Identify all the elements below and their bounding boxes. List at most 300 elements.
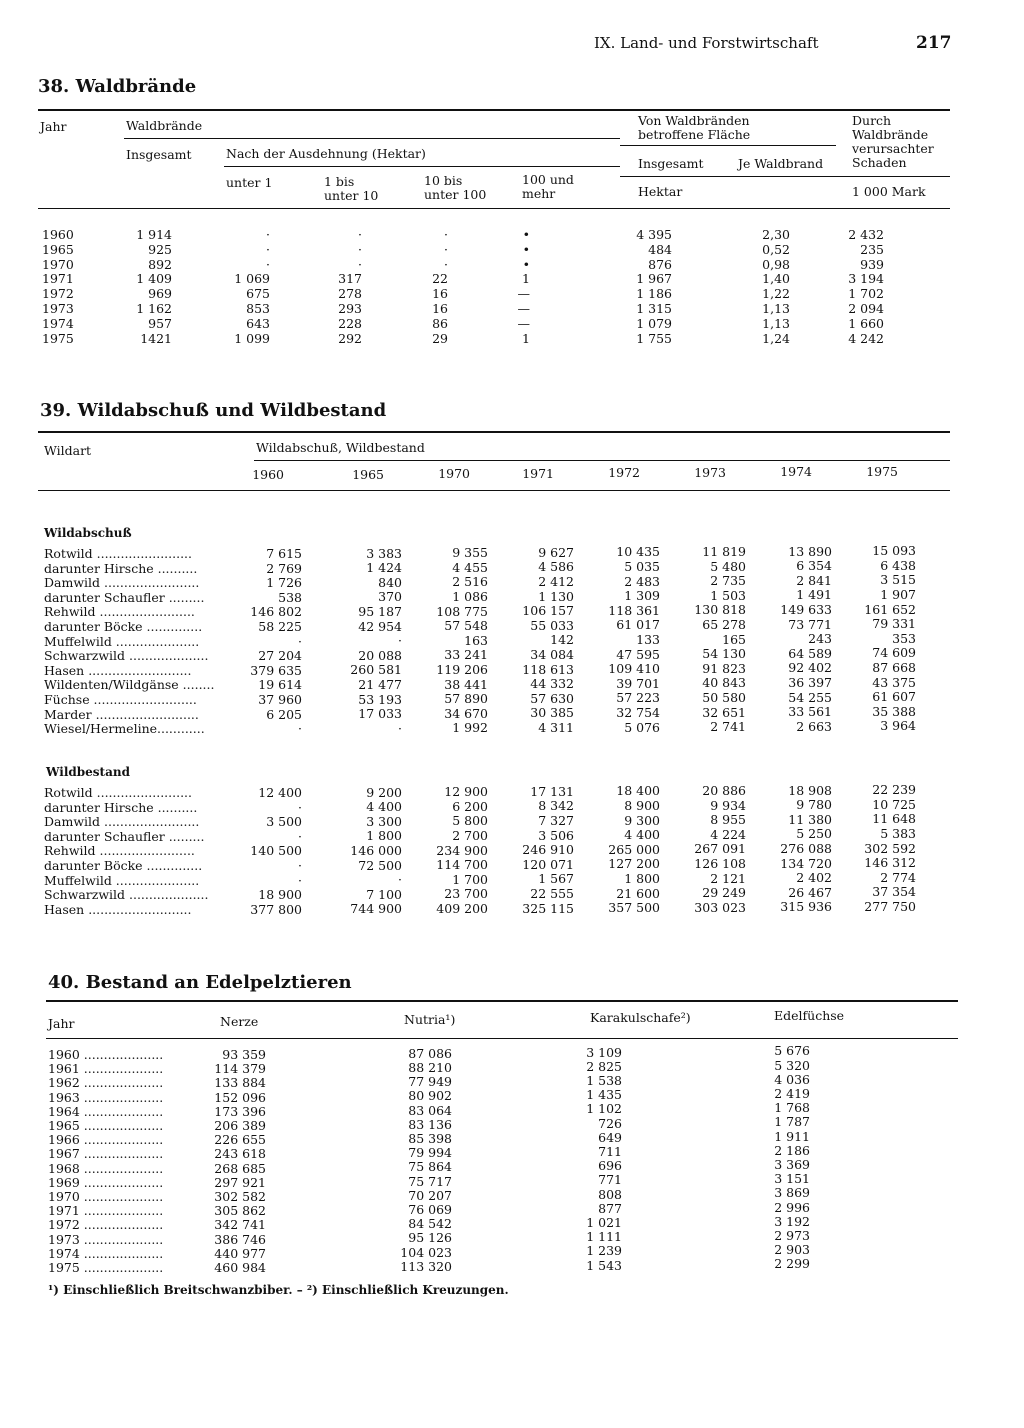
table-cell: 260 581 xyxy=(350,662,402,678)
table-cell: 3 383 xyxy=(366,545,402,561)
table-cell: 292 xyxy=(338,330,362,346)
table-cell: 4 395 xyxy=(636,227,672,242)
table-cell: 33 241 xyxy=(444,647,488,663)
row-label: Rotwild ........................ xyxy=(44,785,192,800)
table-cell: 6 200 xyxy=(452,798,488,814)
row-label: darunter Schaufler ......... xyxy=(44,828,205,844)
table-cell: 3 506 xyxy=(538,827,574,843)
table-cell: 1 186 xyxy=(636,286,672,302)
table-cell: 119 206 xyxy=(436,662,488,677)
table-cell: 370 xyxy=(378,589,402,605)
col-waldbraende: Waldbrände xyxy=(126,118,203,133)
table-cell: 22 xyxy=(432,271,448,287)
table-cell: 12 400 xyxy=(258,785,302,800)
table-cell: 276 088 xyxy=(780,841,832,856)
table-cell: 5 800 xyxy=(452,813,488,829)
table-cell: 1 911 xyxy=(774,1128,810,1144)
table-cell: 235 xyxy=(860,241,884,257)
table-cell: 1 xyxy=(522,271,530,287)
table-cell: 8 955 xyxy=(710,812,746,828)
rule xyxy=(46,1000,958,1002)
table-cell: 72 500 xyxy=(358,857,402,873)
table-cell: 1 914 xyxy=(136,227,172,242)
table-cell: 1 086 xyxy=(452,589,488,604)
row-year: 1971 .................... xyxy=(48,1203,164,1219)
row-year: 1963 .................... xyxy=(48,1089,164,1105)
table-cell: 75 717 xyxy=(408,1173,452,1189)
row-label: Wildenten/Wildgänse ........ xyxy=(44,677,215,693)
table-cell: 17 131 xyxy=(530,783,574,799)
row-label: Rehwild ........................ xyxy=(44,604,195,620)
col-year: 1970 xyxy=(438,466,470,481)
table-cell: 278 xyxy=(338,286,362,302)
table-cell: 9 355 xyxy=(452,545,488,561)
table-cell: 18 908 xyxy=(788,782,832,798)
table-cell: 5 320 xyxy=(774,1057,810,1073)
col-fl-je: Je Waldbrand xyxy=(738,156,824,171)
table-cell: 22 239 xyxy=(872,782,916,798)
table-cell: 1 435 xyxy=(586,1087,622,1103)
table-cell: 1 069 xyxy=(234,271,270,287)
table-cell: 5 676 xyxy=(774,1043,810,1059)
row-year: 1965 xyxy=(42,241,74,257)
table-cell: 75 864 xyxy=(408,1159,452,1175)
table-cell: 95 126 xyxy=(408,1230,452,1246)
table-cell: · xyxy=(266,241,270,257)
table-cell: 57 223 xyxy=(616,690,660,706)
table-cell: · xyxy=(298,721,302,737)
table-cell: 2 516 xyxy=(452,574,488,590)
col-fl-insgesamt: Insgesamt xyxy=(638,156,704,171)
table-cell: 142 xyxy=(550,632,574,648)
col-schaden: Durch xyxy=(852,113,892,128)
table-cell: 37 960 xyxy=(258,692,302,707)
table-cell: 3 869 xyxy=(774,1185,810,1201)
table-cell: 19 614 xyxy=(258,677,302,693)
table-cell: 2 186 xyxy=(774,1142,810,1158)
table-cell: 173 396 xyxy=(214,1103,266,1119)
table-cell: 70 207 xyxy=(408,1187,452,1203)
table-cell: 305 862 xyxy=(214,1203,266,1219)
row-label: darunter Hirsche .......... xyxy=(44,560,198,576)
row-label: Hasen .......................... xyxy=(44,662,192,678)
table-cell: 21 477 xyxy=(358,677,402,692)
col-ausdehnung: Nach der Ausdehnung (Hektar) xyxy=(226,146,426,161)
rule xyxy=(38,109,950,111)
col-100und: 100 und xyxy=(522,172,574,187)
table-cell: · xyxy=(358,241,362,257)
table-cell: · xyxy=(398,720,402,736)
table-cell: 126 108 xyxy=(694,856,746,871)
table-cell: 2 412 xyxy=(538,574,574,589)
rule xyxy=(254,460,950,461)
table-cell: 876 xyxy=(648,256,672,272)
table-cell: 4 400 xyxy=(624,827,660,843)
page-number: 217 xyxy=(916,33,952,53)
table-cell: 2 299 xyxy=(774,1256,810,1272)
table-cell: 84 542 xyxy=(408,1216,452,1232)
table-cell: 92 402 xyxy=(788,660,832,676)
table-cell: 47 595 xyxy=(616,646,660,662)
table-cell: 2 700 xyxy=(452,828,488,843)
table-cell: 9 300 xyxy=(624,812,660,828)
table-cell: 1 315 xyxy=(636,301,672,316)
table-cell: 74 609 xyxy=(872,645,916,661)
table-cell: 840 xyxy=(378,574,402,590)
table-cell: 1,22 xyxy=(762,286,790,302)
table-cell: 1 700 xyxy=(452,871,488,887)
table-cell: 1 309 xyxy=(624,588,660,604)
table-cell: 2 121 xyxy=(710,870,746,886)
table-cell: 146 802 xyxy=(250,604,302,620)
col-flaeche: Von Waldbränden xyxy=(638,113,750,128)
table-cell: 54 255 xyxy=(788,689,832,705)
table-cell: 11 380 xyxy=(788,811,832,827)
table-cell: 957 xyxy=(148,315,172,331)
row-year: 1972 xyxy=(42,286,74,302)
table-cell: 4 242 xyxy=(848,330,884,346)
table-cell: 771 xyxy=(598,1172,622,1188)
row-year: 1971 xyxy=(42,271,74,287)
table-cell: 106 157 xyxy=(522,603,574,619)
col-unter10: unter 10 xyxy=(324,188,379,203)
row-label: Rotwild ........................ xyxy=(44,546,192,561)
table-cell: 5 035 xyxy=(624,559,660,574)
table-cell: 4 455 xyxy=(452,559,488,575)
col-jahr-40: Jahr xyxy=(48,1016,75,1031)
table-cell: 9 934 xyxy=(710,797,746,813)
table-cell: 6 354 xyxy=(796,558,832,574)
row-year: 1964 .................... xyxy=(48,1103,164,1119)
table-cell: 55 033 xyxy=(530,617,574,633)
table-cell: 1,13 xyxy=(762,315,790,331)
table-cell: 32 651 xyxy=(702,704,746,720)
table-cell: 61 017 xyxy=(616,617,660,633)
row-year: 1967 .................... xyxy=(48,1146,164,1162)
table-cell: 2 903 xyxy=(774,1242,810,1258)
table-cell: 892 xyxy=(148,256,172,272)
row-year: 1965 .................... xyxy=(48,1118,164,1133)
section-header: IX. Land- und Forstwirtschaft xyxy=(594,34,819,52)
row-year: 1970 xyxy=(42,256,74,272)
table-cell: 146 312 xyxy=(864,855,916,871)
table-cell: 11 819 xyxy=(702,544,746,559)
table-cell: 1,13 xyxy=(762,301,790,316)
row-year: 1974 xyxy=(42,315,74,331)
table-cell: 2 841 xyxy=(796,572,832,588)
rule xyxy=(38,490,950,491)
table-cell: 27 204 xyxy=(258,648,302,664)
table-cell: 35 388 xyxy=(872,703,916,719)
table-cell: 3 151 xyxy=(774,1171,810,1187)
table-cell: · xyxy=(266,227,270,242)
table-cell: 161 652 xyxy=(864,601,916,617)
table-cell: 1 409 xyxy=(136,271,172,287)
col-mehr: mehr xyxy=(522,186,556,201)
table-cell: 1 079 xyxy=(636,315,672,331)
table-cell: 127 200 xyxy=(608,856,660,872)
table-cell: 21 600 xyxy=(616,885,660,901)
table-cell: 643 xyxy=(246,315,270,331)
table-cell: 1 503 xyxy=(710,587,746,603)
table-cell: 79 994 xyxy=(408,1145,452,1161)
table-cell: 152 096 xyxy=(214,1089,266,1105)
table-cell: 76 069 xyxy=(408,1202,452,1217)
table-cell: 95 187 xyxy=(358,604,402,619)
col-year: 1974 xyxy=(780,464,812,479)
table-cell: 1421 xyxy=(140,330,172,346)
table-cell: · xyxy=(298,633,302,649)
table-cell: 1 130 xyxy=(538,588,574,604)
table-cell: 2 825 xyxy=(586,1058,622,1074)
table-cell: 7 327 xyxy=(538,813,574,828)
table-cell: 9 200 xyxy=(366,784,402,800)
table-cell: 1 768 xyxy=(774,1100,810,1116)
table-cell: 4 036 xyxy=(774,1071,810,1087)
rule xyxy=(620,145,836,146)
table-cell: 13 890 xyxy=(788,543,832,559)
row-label: darunter Hirsche .......... xyxy=(44,799,198,815)
row-year: 1973 .................... xyxy=(48,1231,164,1247)
row-year: 1960 xyxy=(42,227,74,242)
table-cell: 386 746 xyxy=(214,1231,266,1247)
table-cell: 83 136 xyxy=(408,1116,452,1132)
col-year: 1971 xyxy=(522,465,554,481)
table-cell: 2 432 xyxy=(848,227,884,242)
col-year: 1960 xyxy=(252,467,284,482)
table-cell: 38 441 xyxy=(444,676,488,692)
table-cell: 226 655 xyxy=(214,1132,266,1148)
table-cell: 2 094 xyxy=(848,301,884,316)
table-cell: 357 500 xyxy=(608,900,660,916)
table-cell: 1 702 xyxy=(848,286,884,302)
row-year: 1969 .................... xyxy=(48,1174,164,1190)
table-cell: 130 818 xyxy=(694,602,746,618)
table-cell: 1 111 xyxy=(586,1229,622,1245)
table-cell: 2 996 xyxy=(774,1199,810,1215)
table-cell: 1 424 xyxy=(366,560,402,576)
col-schaden-2: Waldbrände xyxy=(852,127,929,142)
table-cell: 1 967 xyxy=(636,271,672,287)
table-cell: 40 843 xyxy=(702,675,746,691)
col-year: 1972 xyxy=(608,465,640,480)
table-cell: 86 xyxy=(432,315,448,331)
table-cell: · xyxy=(266,256,270,272)
table-cell: 3 300 xyxy=(366,813,402,829)
table-cell: 88 210 xyxy=(408,1060,452,1075)
table-cell: 3 109 xyxy=(586,1044,622,1060)
table-cell: 118 361 xyxy=(608,602,660,618)
rule xyxy=(124,138,620,139)
table-cell: 6 205 xyxy=(266,706,302,722)
col-wild-group: Wildabschuß, Wildbestand xyxy=(256,440,425,455)
table-cell: 484 xyxy=(648,241,672,257)
table-cell: 1 800 xyxy=(366,828,402,844)
table-cell: — xyxy=(517,286,530,302)
table-cell: 246 910 xyxy=(522,842,574,858)
table-cell: 85 398 xyxy=(408,1131,452,1146)
table-cell: 744 900 xyxy=(350,901,402,917)
table-cell: 18 400 xyxy=(616,783,660,799)
table-39-title: 39. Wildabschuß und Wildbestand xyxy=(40,400,387,421)
table-cell: 317 xyxy=(338,271,362,287)
table-cell: 118 613 xyxy=(522,661,574,677)
row-label: Wiesel/Hermeline............ xyxy=(44,721,205,737)
table-cell: 5 480 xyxy=(710,558,746,574)
table-cell: 2 774 xyxy=(880,869,916,885)
table-cell: 23 700 xyxy=(444,886,488,902)
table-cell: 20 088 xyxy=(358,647,402,663)
table-cell: 7 615 xyxy=(266,546,302,561)
table-cell: 303 023 xyxy=(694,899,746,915)
table-38-title: 38. Waldbrände xyxy=(38,76,197,97)
table-cell: 5 076 xyxy=(624,719,660,735)
table-cell: · xyxy=(358,227,362,242)
table-cell: 302 592 xyxy=(864,840,916,856)
table-cell: 61 607 xyxy=(872,689,916,705)
col-karakul: Karakulschafe²) xyxy=(590,1010,691,1025)
table-cell: 377 800 xyxy=(250,901,302,917)
table-cell: 726 xyxy=(598,1115,622,1131)
table-cell: 1 491 xyxy=(796,587,832,603)
table-cell: 29 249 xyxy=(702,885,746,901)
table-cell: 206 389 xyxy=(214,1118,266,1133)
table-cell: 39 701 xyxy=(616,675,660,691)
table-cell: 7 100 xyxy=(366,886,402,902)
col-nerze: Nerze xyxy=(220,1014,259,1029)
table-cell: 243 xyxy=(808,631,832,647)
row-label: Muffelwild ..................... xyxy=(44,872,200,888)
footnote: ¹) Einschließlich Breitschwanzbiber. – ²) Einschließlich Kreuzungen. xyxy=(48,1283,509,1297)
table-cell: 0,52 xyxy=(762,241,790,257)
row-label: Damwild ........................ xyxy=(44,575,200,591)
table-cell: 42 954 xyxy=(358,618,402,634)
table-cell: 10 435 xyxy=(616,544,660,560)
table-cell: 133 xyxy=(636,632,660,647)
table-cell: — xyxy=(517,315,530,331)
table-cell: 8 342 xyxy=(538,798,574,814)
table-cell: · xyxy=(398,872,402,888)
table-cell: 1 755 xyxy=(636,330,672,346)
table-cell: 1 787 xyxy=(774,1114,810,1130)
table-cell: 33 561 xyxy=(788,704,832,720)
table-cell: 315 936 xyxy=(780,899,832,915)
row-label: Muffelwild ..................... xyxy=(44,633,200,649)
table-cell: 87 086 xyxy=(408,1045,452,1061)
table-cell: 50 580 xyxy=(702,690,746,705)
table-cell: 80 902 xyxy=(408,1088,452,1104)
col-insgesamt: Insgesamt xyxy=(126,147,192,162)
table-cell: 58 225 xyxy=(258,619,302,634)
row-label: Rehwild ........................ xyxy=(44,843,195,859)
table-cell: · xyxy=(444,227,448,242)
table-cell: 2 741 xyxy=(710,719,746,735)
table-cell: 6 438 xyxy=(880,557,916,573)
col-unter1: unter 1 xyxy=(226,175,273,190)
table-cell: 32 754 xyxy=(616,705,660,720)
table-cell: 3 192 xyxy=(774,1213,810,1229)
table-cell: • xyxy=(522,256,530,272)
subheading-abschuss: Wildabschuß xyxy=(44,526,132,540)
rule xyxy=(38,208,950,209)
table-cell: 4 311 xyxy=(538,720,574,735)
col-1bis: 1 bis xyxy=(324,174,355,189)
table-cell: 149 633 xyxy=(780,602,832,617)
table-cell: 73 771 xyxy=(788,616,832,632)
table-cell: 302 582 xyxy=(214,1189,266,1204)
table-cell: 853 xyxy=(246,301,270,316)
table-cell: 228 xyxy=(338,315,362,331)
table-cell: 79 331 xyxy=(872,616,916,632)
table-cell: 54 130 xyxy=(702,646,746,662)
table-cell: 36 397 xyxy=(788,675,832,690)
row-label: Damwild ........................ xyxy=(44,814,200,830)
table-cell: 3 369 xyxy=(774,1157,810,1172)
table-cell: 113 320 xyxy=(400,1258,452,1274)
table-cell: 133 884 xyxy=(214,1075,266,1091)
table-cell: 265 000 xyxy=(608,841,660,857)
table-cell: 2 483 xyxy=(624,573,660,589)
col-jahr: Jahr xyxy=(40,119,67,134)
table-cell: 267 091 xyxy=(694,841,746,857)
table-cell: 234 900 xyxy=(436,842,488,858)
table-cell: • xyxy=(522,241,530,257)
table-cell: 297 921 xyxy=(214,1174,266,1190)
row-year: 1975 .................... xyxy=(48,1260,164,1275)
table-cell: · xyxy=(444,256,448,272)
table-cell: 53 193 xyxy=(358,691,402,707)
col-nutria: Nutria¹) xyxy=(404,1012,456,1027)
col-wildart: Wildart xyxy=(44,443,92,458)
table-cell: 243 618 xyxy=(214,1146,266,1162)
table-cell: 2,30 xyxy=(762,227,790,242)
table-cell: 30 385 xyxy=(530,705,574,721)
table-cell: 939 xyxy=(860,256,884,272)
row-label: Schwarzwild .................... xyxy=(44,648,209,664)
table-cell: 4 586 xyxy=(538,559,574,575)
table-cell: 1 726 xyxy=(266,575,302,591)
rule xyxy=(46,1038,958,1039)
table-cell: 17 033 xyxy=(358,706,402,722)
table-cell: 4 400 xyxy=(366,799,402,815)
table-cell: 3 500 xyxy=(266,814,302,830)
table-cell: 109 410 xyxy=(608,661,660,677)
table-cell: 1 102 xyxy=(586,1101,622,1117)
table-cell: 114 379 xyxy=(214,1061,266,1077)
row-year: 1962 .................... xyxy=(48,1075,164,1091)
row-year: 1975 xyxy=(42,330,74,346)
table-cell: 3 964 xyxy=(880,718,916,734)
row-label: Schwarzwild .................... xyxy=(44,887,209,903)
table-cell: 16 xyxy=(432,301,448,316)
table-cell: — xyxy=(517,301,530,316)
table-cell: 43 375 xyxy=(872,674,916,690)
table-cell: 65 278 xyxy=(702,617,746,632)
rule xyxy=(38,431,950,433)
row-year: 1968 .................... xyxy=(48,1160,164,1176)
table-cell: 2 402 xyxy=(796,870,832,886)
col-year: 1973 xyxy=(694,464,726,480)
table-cell: 87 668 xyxy=(872,660,916,675)
col-schaden-3: verursachter xyxy=(852,141,934,156)
table-cell: 2 973 xyxy=(774,1228,810,1243)
table-cell: 9 627 xyxy=(538,544,574,560)
table-cell: 108 775 xyxy=(436,603,488,619)
table-cell: 114 700 xyxy=(436,857,488,873)
table-cell: 1 800 xyxy=(624,871,660,886)
table-cell: 1 xyxy=(522,330,530,346)
table-cell: 2 663 xyxy=(796,718,832,734)
